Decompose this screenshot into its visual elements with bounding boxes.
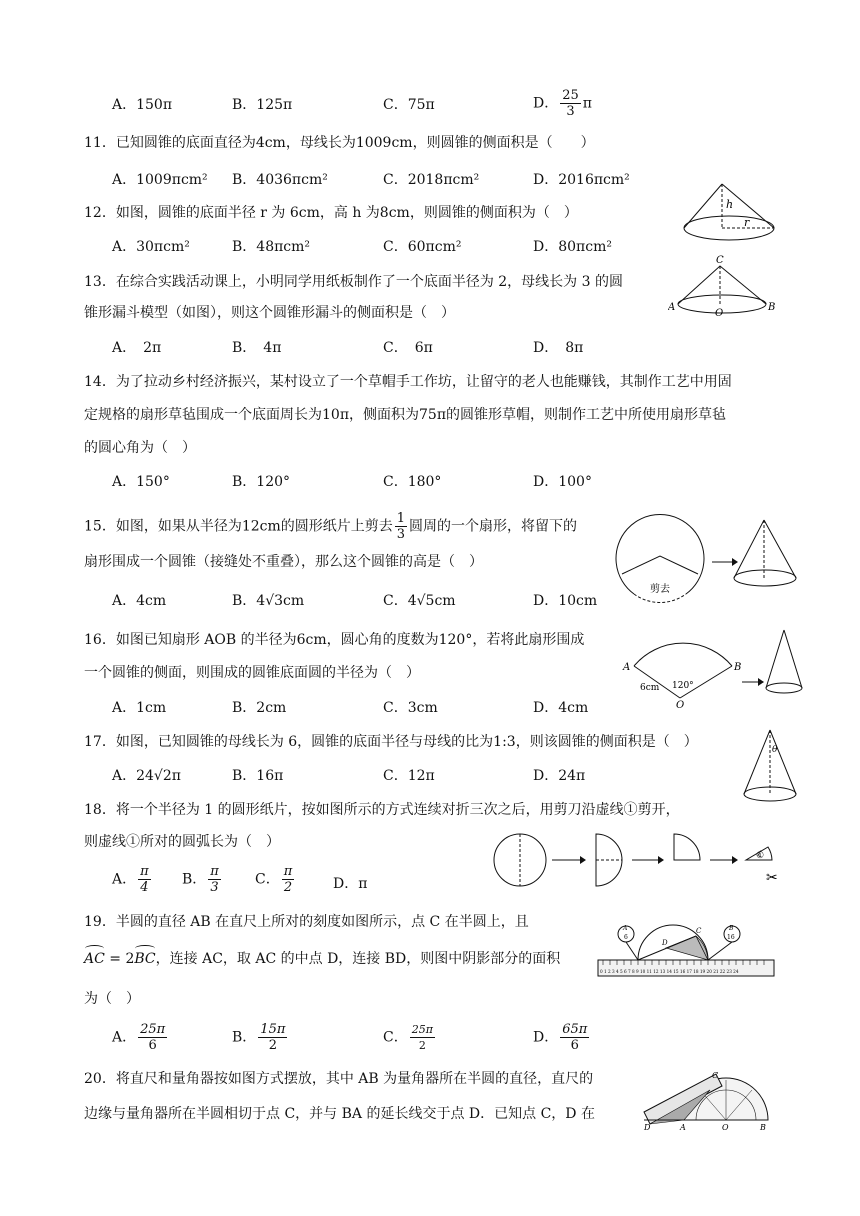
q13-label-a: A	[668, 302, 676, 313]
q14-stem-line3: 的圆心角为（ ）	[84, 440, 196, 456]
q18-folding-figure	[490, 832, 790, 888]
q19-option-d: D． $\frac{65\pi}{6}$	[533, 1022, 588, 1053]
q17-stem: 17．如图，已知圆锥的母线长为 6，圆锥的底面半径与母线的比为1:3，则该圆锥的侧面积是（ ）	[84, 734, 698, 750]
q20-label-b: B	[760, 1123, 766, 1132]
q19-tick-a: 6	[624, 934, 628, 941]
q11-option-a: A．1009πcm²	[112, 172, 208, 188]
q13-option-c: C． 6π	[383, 340, 433, 356]
q19-label-b: B	[729, 925, 734, 932]
q20-stem-line1: 20．将直尺和量角器按如图方式摆放，其中 AB 为量角器所在半圆的直径，直尺的	[84, 1071, 594, 1087]
q13-option-d: D． 8π	[533, 340, 584, 356]
q10-option-d: D． $\frac{25}{3}$ π	[533, 88, 592, 119]
q16-label-o: O	[676, 700, 685, 710]
q13-option-a: A． 2π	[112, 340, 162, 356]
q15-label-cut: 剪去	[650, 584, 670, 595]
q12-label-r: r	[744, 216, 750, 229]
q15-stem-line2: 扇形围成一个圆锥（接缝处不重叠），那么这个圆锥的高是（ ）	[84, 554, 483, 570]
q16-option-b: B．2cm	[232, 700, 287, 716]
q15-option-c: C．4√5cm	[383, 593, 456, 609]
q19-stem-line3: 为（ ）	[84, 991, 140, 1007]
q16-stem-line2: 一个圆锥的侧面，则围成的圆锥底面圆的半径为（ ）	[84, 665, 420, 681]
q12-option-b: B．48πcm²	[232, 239, 311, 255]
q19-stem-line1: 19．半圆的直径 AB 在直尺上所对的刻度如图所示，点 C 在半圆上，且	[84, 914, 529, 930]
q19-ruler-figure	[596, 914, 776, 978]
q16-option-d: D．4cm	[533, 700, 589, 716]
q19-option-c: C． $\frac{25\pi}{2}$	[383, 1023, 433, 1052]
q16-option-a: A．1cm	[112, 700, 167, 716]
q13-option-b: B． 4π	[232, 340, 282, 356]
q12-stem: 12．如图，圆锥的底面半径 r 为 6cm，高 h 为8cm，则圆锥的侧面积为（ ）	[84, 205, 578, 221]
q19-label-c: C	[696, 927, 702, 935]
q16-label-radius: 6cm	[640, 683, 660, 693]
q20-label-d: D	[644, 1123, 651, 1132]
q19-arc-ac: AC	[84, 951, 105, 967]
q18-option-d: D．π	[333, 876, 368, 892]
q13-stem-line1: 13．在综合实践活动课上，小明同学用纸板制作了一个底面半径为 2，母线长为 3 的圆	[84, 274, 623, 290]
q18-label-mark: ①	[756, 851, 765, 861]
q19-stem-line2: AC = 2BC，连接 AC，取 AC 的中点 D，连接 BD，则图中阴影部分的面积	[84, 951, 561, 967]
q19-option-b: B． $\frac{15\pi}{2}$	[232, 1022, 286, 1053]
q15-option-b: B．4√3cm	[232, 593, 305, 609]
q19-tick-b: 16	[727, 934, 735, 941]
q20-ruler-protractor-figure	[640, 1060, 770, 1132]
q20-label-a: A	[680, 1123, 686, 1132]
q16-label-angle: 120°	[672, 681, 694, 691]
q11-option-b: B．4036πcm²	[232, 172, 328, 188]
q17-option-a: A．24√2π	[112, 768, 181, 784]
q11-option-d: D．2016πcm²	[533, 172, 630, 188]
q15-option-d: D．10cm	[533, 593, 598, 609]
q19-label-d: D	[662, 939, 668, 947]
q13-label-c: C	[716, 255, 724, 266]
scissors-icon: ✂	[766, 870, 778, 886]
q14-option-a: A．150°	[112, 474, 170, 490]
q19-label-a: A	[623, 925, 628, 932]
q20-label-c: C	[712, 1071, 719, 1080]
q15-stem-line1: 15．如图，如果从半径为12cm的圆形纸片上剪去 $\frac{1}{3}$ 圆周的一个扇形，将留下的	[84, 511, 578, 542]
q18-option-b: B． $\frac{\pi}{3}$	[182, 864, 219, 895]
q10-option-b: B．125π	[232, 97, 293, 113]
q13-stem-line2: 锥形漏斗模型（如图），则这个圆锥形漏斗的侧面积是（ ）	[84, 305, 455, 321]
q19-option-a: A． $\frac{25\pi}{6}$	[112, 1022, 166, 1053]
q10-option-c: C．75π	[383, 97, 435, 113]
q19-arc-bc: BC	[134, 951, 156, 967]
q14-option-c: C．180°	[383, 474, 442, 490]
q18-option-a: A． $\frac{\pi}{4}$	[112, 864, 149, 895]
q14-option-d: D．100°	[533, 474, 592, 490]
q16-stem-line1: 16．如图已知扇形 AOB 的半径为6cm，圆心角的度数为120°，若将此扇形围成	[84, 632, 585, 648]
q12-option-d: D．80πcm²	[533, 239, 612, 255]
q11-stem: 11．已知圆锥的底面直径为4cm，母线长为1009cm，则圆锥的侧面积是（ ）	[84, 135, 595, 151]
q14-option-b: B．120°	[232, 474, 291, 490]
q16-label-b: B	[734, 662, 742, 673]
q11-option-c: C．2018πcm²	[383, 172, 480, 188]
q18-stem-line2: 则虚线①所对的圆弧长为（ ）	[84, 834, 280, 850]
q17-option-b: B．16π	[232, 768, 284, 784]
q20-stem-line2: 边缘与量角器所在半圆相切于点 C，并与 BA 的延长线交于点 D．已知点 C，D 在	[84, 1106, 595, 1122]
q17-cone-figure	[740, 728, 800, 806]
q18-stem-line1: 18．将一个半径为 1 的圆形纸片，按如图所示的方式连续对折三次之后，用剪刀沿虚线①剪开，	[84, 802, 680, 818]
q14-stem-line2: 定规格的扇形草毡围成一个底面周长为10π，侧面积为75π的圆锥形草帽，则制作工艺中所使用扇形草毡	[84, 407, 727, 423]
q13-funnel-figure	[668, 252, 778, 318]
q10-option-a: A．150π	[112, 97, 173, 113]
q16-sector-figure	[620, 626, 806, 710]
q12-label-h: h	[726, 198, 734, 211]
q12-option-c: C．60πcm²	[383, 239, 462, 255]
q18-option-c: C． $\frac{\pi}{2}$	[255, 864, 293, 895]
q14-stem-line1: 14．为了拉动乡村经济振兴，某村设立了一个草帽手工作坊，让留守的老人也能赚钱，其制作工艺中用固	[84, 374, 732, 390]
q13-label-b: B	[768, 302, 776, 313]
q12-cone-figure	[680, 180, 780, 246]
q17-option-d: D．24π	[533, 768, 586, 784]
q12-option-a: A．30πcm²	[112, 239, 190, 255]
q17-label-theta: θ	[772, 745, 778, 755]
q15-option-a: A．4cm	[112, 593, 167, 609]
q13-label-o: O	[715, 308, 724, 318]
q20-label-o: O	[722, 1123, 729, 1132]
q19-ruler-scale: 0 1 2 3 4 5 6 7 8 9 10 11 12 13 14 15 16 17 18 19 20 21 22 23 24	[600, 969, 739, 974]
q17-option-c: C．12π	[383, 768, 435, 784]
q16-option-c: C．3cm	[383, 700, 438, 716]
q15-sector-figure	[612, 514, 802, 610]
q16-label-a: A	[623, 662, 631, 673]
